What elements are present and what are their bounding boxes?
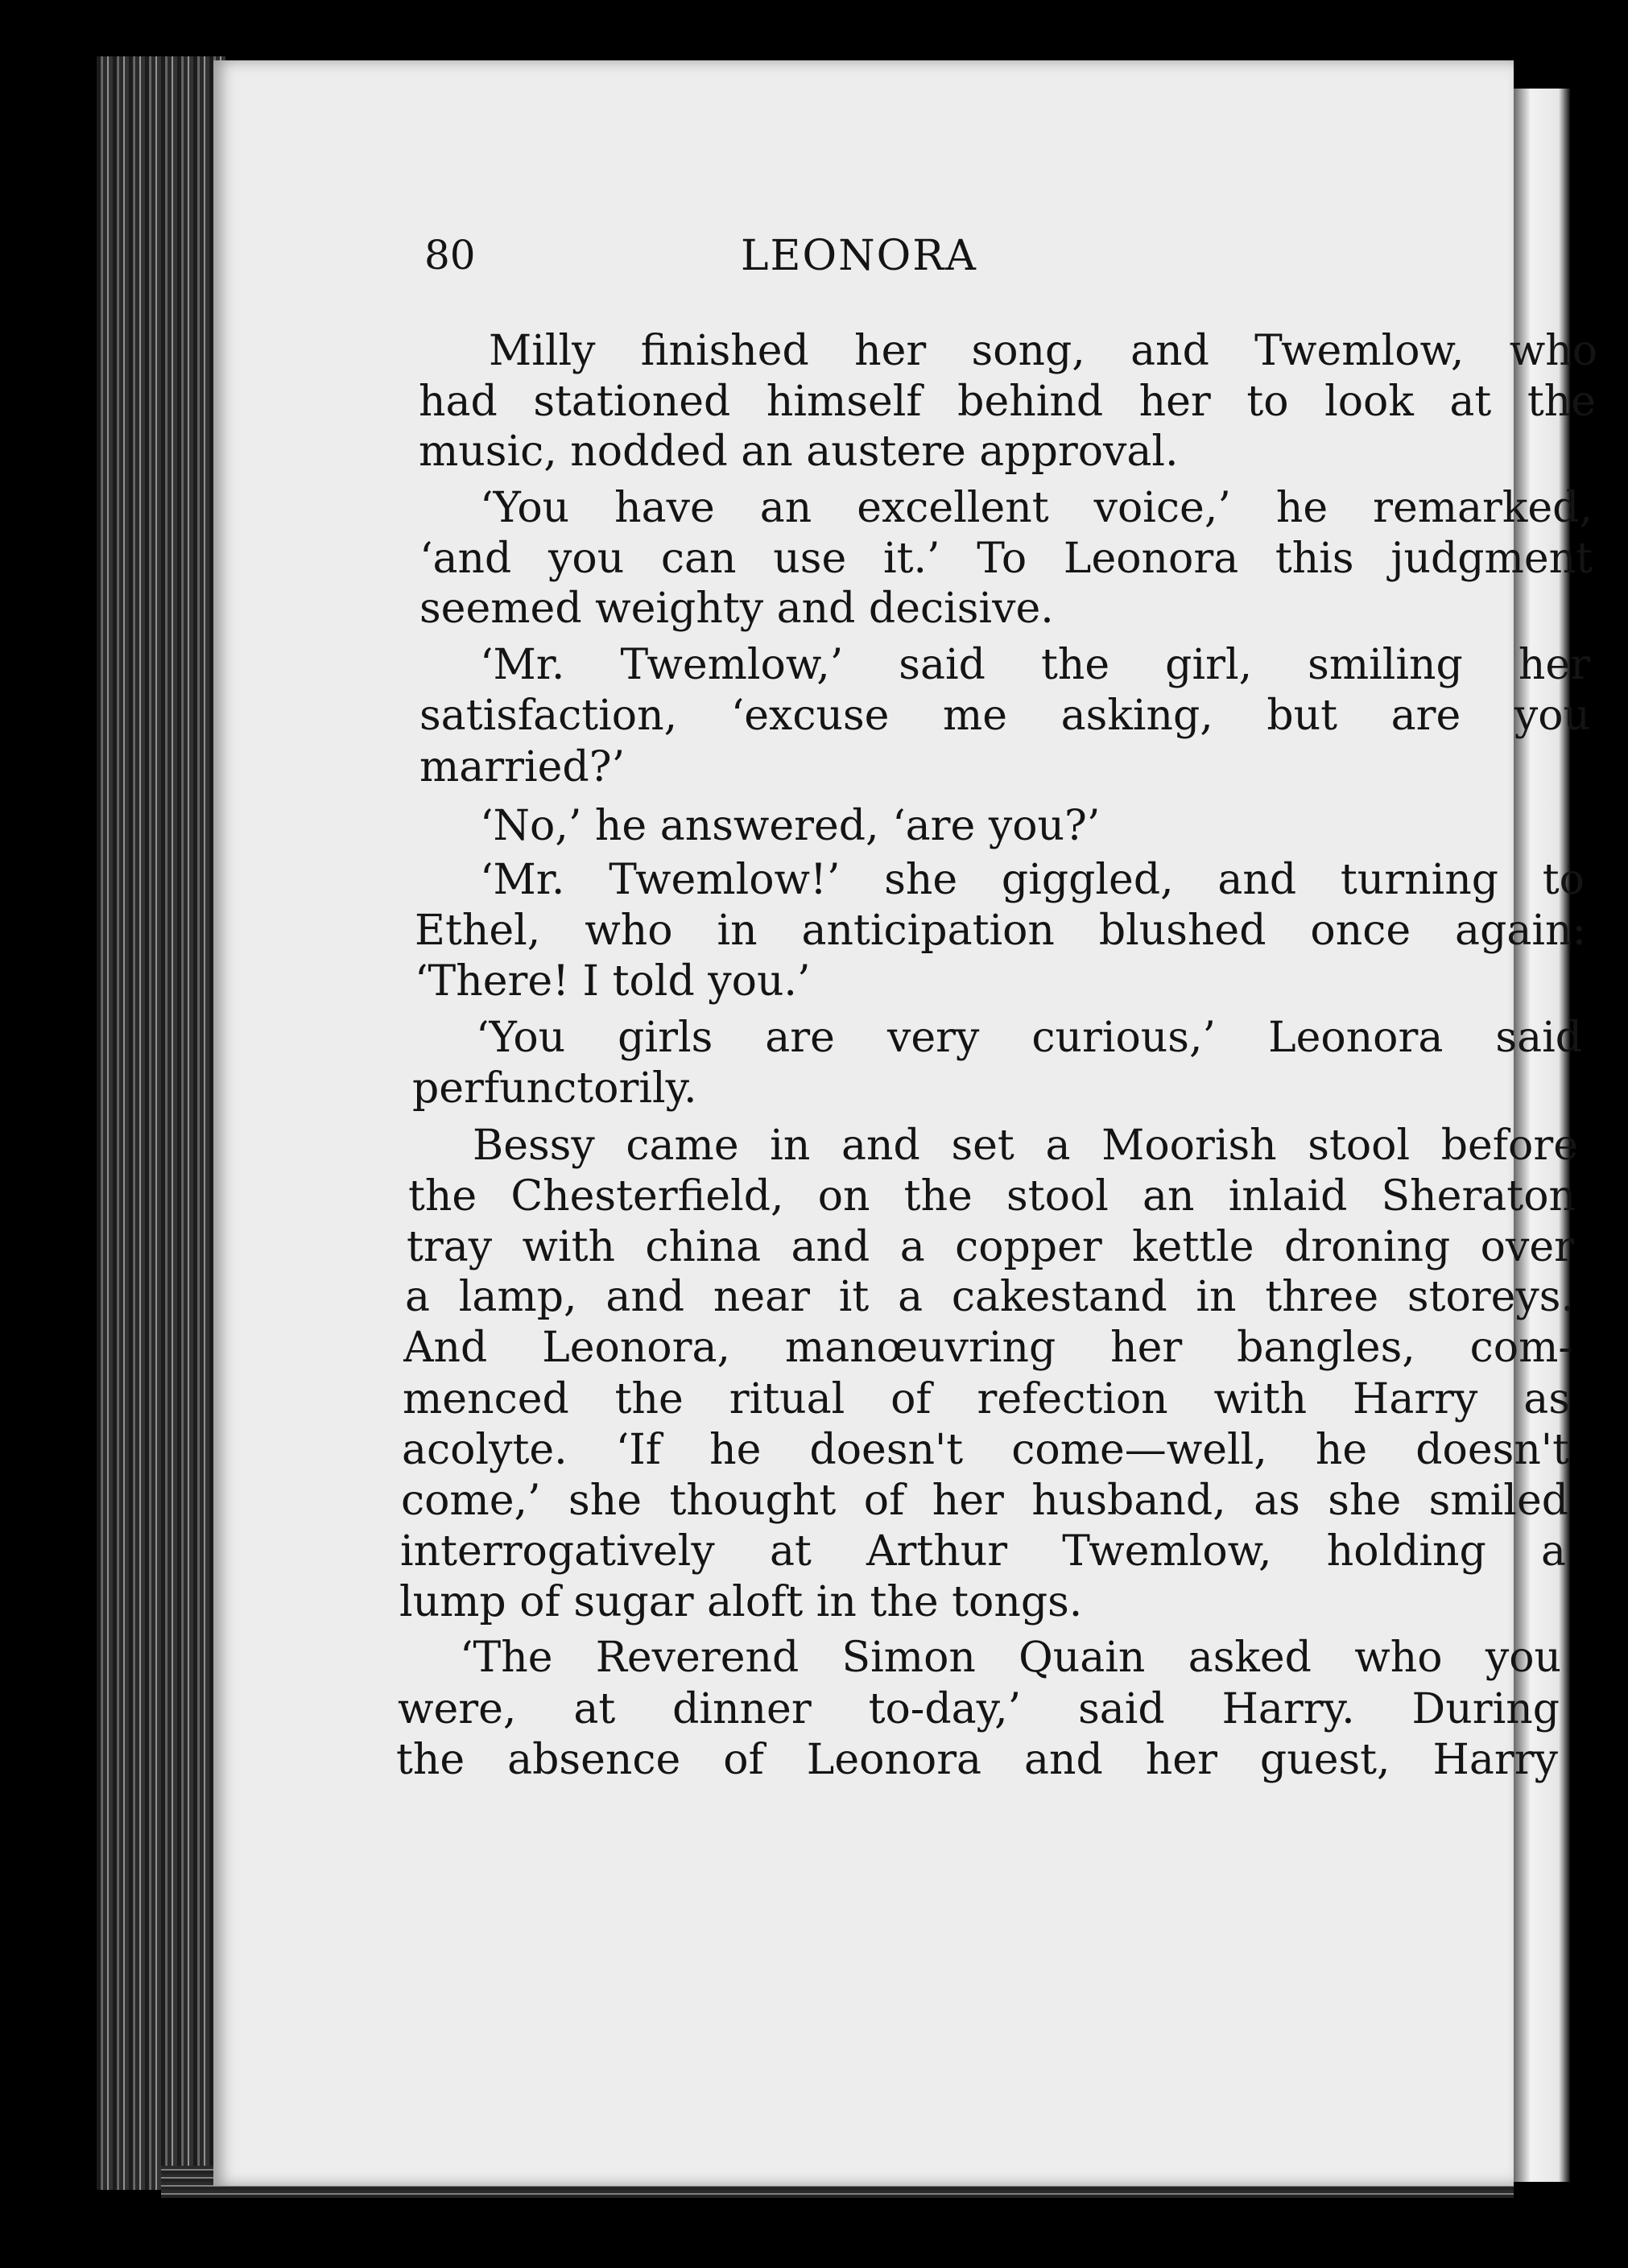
- text-line: ‘Mr. Twemlow,’ said the girl, smiling her: [480, 644, 1590, 689]
- text-line: tray with china and a copper kettle droning over: [407, 1226, 1574, 1271]
- page: [213, 60, 1597, 2186]
- text-line: ‘There! I told you.’: [415, 957, 811, 1006]
- text-line: music, nodded an austere approval.: [419, 428, 1179, 476]
- text-line: interrogatively at Arthur Twemlow, holding a: [400, 1531, 1566, 1576]
- text-line: perfunctorily.: [412, 1064, 697, 1113]
- text-line: ‘The Reverend Simon Quain asked who you: [460, 1637, 1561, 1682]
- text-line: lump of sugar aloft in the tongs.: [399, 1578, 1083, 1626]
- text-line: married?’: [419, 743, 626, 791]
- text-line: And Leonora, manœuvring her bangles, com-: [403, 1327, 1572, 1372]
- text-line: Ethel, who in anticipation blushed once again:: [415, 910, 1586, 955]
- text-line: had stationed himself behind her to look at the: [419, 381, 1596, 426]
- text-line: acolyte. ‘If he doesn't come—well, he doesn't: [402, 1429, 1569, 1474]
- text-line: the absence of Leonora and her guest, Harry: [396, 1739, 1558, 1784]
- text-line: seemed weighty and decisive.: [419, 585, 1054, 633]
- text-line: a lamp, and near it a cakestand in three storeys.: [405, 1276, 1574, 1321]
- text-line: ‘You have an excellent voice,’ he remarked,: [480, 487, 1593, 532]
- text-line: ‘Mr. Twemlow!’ she giggled, and turning to: [480, 859, 1585, 904]
- text-line: menced the ritual of refection with Harry as: [403, 1378, 1570, 1423]
- page-number: 80: [424, 232, 476, 279]
- text-line: were, at dinner to-day,’ said Harry. During: [398, 1688, 1560, 1733]
- body-text: [213, 60, 1597, 2186]
- text-line: Bessy came in and set a Moorish stool before: [473, 1125, 1578, 1170]
- text-line: Milly finished her song, and Twemlow, who: [489, 330, 1597, 375]
- running-title: LEONORA: [741, 232, 977, 280]
- text-line: the Chesterfield, on the stool an inlaid Sheraton: [408, 1175, 1576, 1221]
- text-line: come,’ she thought of her husband, as she smiled: [401, 1480, 1568, 1525]
- text-line: ‘No,’ he answered, ‘are you?’: [480, 802, 1101, 850]
- text-line: ‘You girls are very curious,’ Leonora said: [476, 1017, 1582, 1062]
- page-edges-left: [97, 56, 225, 2190]
- text-line: ‘and you can use it.’ To Leonora this judgment: [419, 538, 1593, 583]
- text-line: satisfaction, ‘excuse me asking, but are you: [419, 695, 1590, 740]
